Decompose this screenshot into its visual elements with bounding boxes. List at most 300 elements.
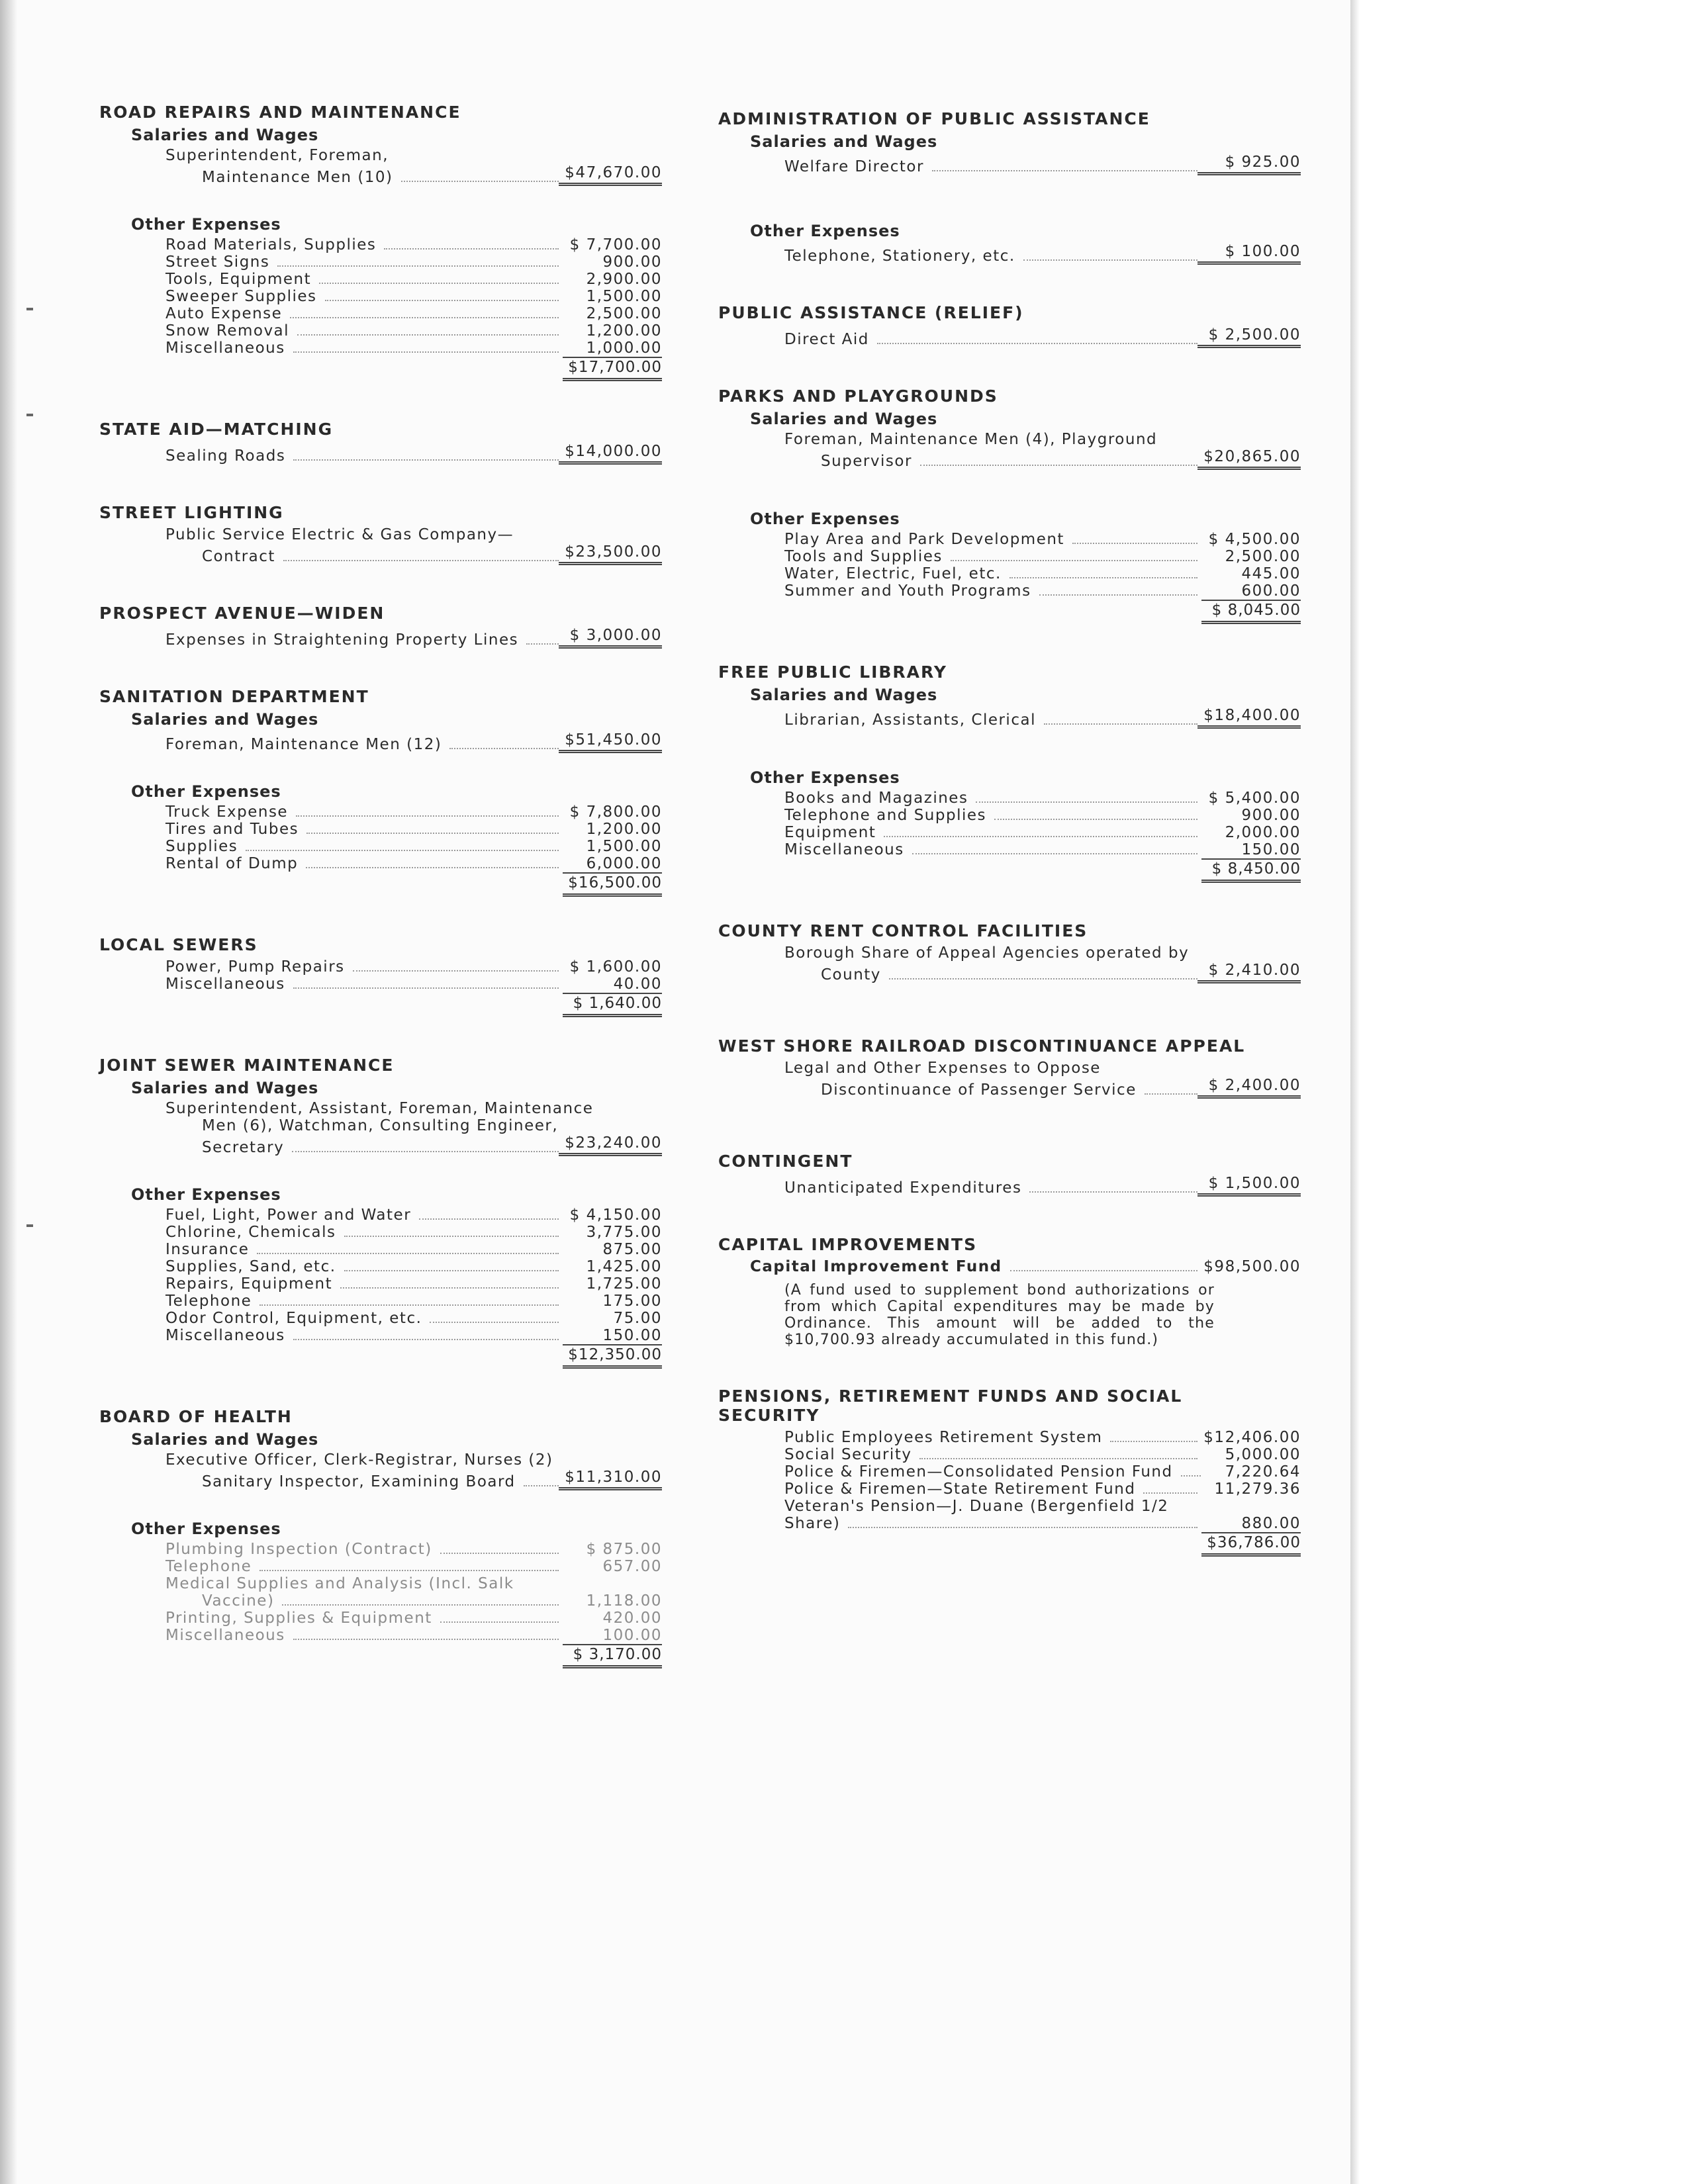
leader-dots [401,181,559,182]
line-item [99,976,662,993]
subtotal-amount: $12,350.00 [563,1344,662,1369]
line-item [99,236,662,253]
section-title: BOARD OF HEALTH [99,1407,293,1426]
leader-dots [319,283,559,284]
line-item [99,1224,662,1241]
item-label: Public Employees Retirement System [784,1429,1103,1446]
item-amount: $20,865.00 [1197,448,1301,470]
line-item [99,443,662,465]
leader-dots [524,1485,559,1486]
item-label: Miscellaneous [784,841,904,858]
contingent-section [718,1152,1301,1197]
leader-dots [419,1218,559,1220]
subtotal [99,357,662,381]
item-amount: $ 3,000.00 [559,627,662,649]
leader-dots [296,815,559,817]
line-item [718,548,1301,565]
leader-dots [1044,723,1197,725]
line-item [99,821,662,838]
item-label: Road Materials, Supplies [165,236,377,253]
railroad-appeal-section [718,1036,1301,1099]
item-amount: 1,200.00 [586,322,662,340]
item-label: Social Security [784,1446,912,1463]
subtotal [99,1644,662,1668]
item-amount: $98,500.00 [1203,1258,1301,1275]
item-amount: $ 925.00 [1197,154,1301,175]
item-amount: 6,000.00 [586,855,662,872]
section-title-continued: SECURITY [718,1406,820,1425]
salaries-group [718,410,1301,470]
line-item [99,855,662,872]
subtotal [99,872,662,897]
item-label: Miscellaneous [165,976,285,993]
item-amount: $ 4,150.00 [569,1206,662,1224]
section-title: COUNTY RENT CONTROL FACILITIES [718,921,1088,940]
line-item [718,1175,1301,1197]
item-amount: 40.00 [613,976,662,993]
group-title: Salaries and Wages [750,410,938,428]
leader-dots [257,1253,559,1254]
leader-dots [848,1527,1197,1528]
salaries-group [99,1430,662,1490]
salaries-group [99,1079,662,1156]
line-item [99,322,662,340]
item-amount: $47,670.00 [559,164,662,186]
item-label: Auto Expense [165,305,283,322]
item-amount: $23,500.00 [559,543,662,565]
line-item [99,543,662,565]
other-expenses-group [99,782,662,897]
item-label: Welfare Director [784,158,924,175]
leader-dots [282,1604,559,1606]
salaries-group [718,132,1301,175]
leader-dots [1072,543,1197,544]
sanitation-section [99,687,662,897]
item-amount: 880.00 [1241,1515,1301,1532]
item-amount: $23,240.00 [559,1134,662,1156]
leader-dots [259,1304,559,1306]
section-title: SANITATION DEPARTMENT [99,687,369,706]
item-amount: $ 2,400.00 [1197,1077,1301,1099]
item-label: Truck Expense [165,803,289,821]
section-title: ROAD REPAIRS AND MAINTENANCE [99,103,461,122]
other-expenses-group [99,1520,662,1668]
item-amount: 7,220.64 [1225,1463,1301,1480]
line-item [99,1275,662,1293]
item-amount: $ 100.00 [1197,243,1301,265]
leader-dots [449,748,559,749]
item-label: Telephone [165,1293,252,1310]
leader-dots [1009,577,1197,578]
section-title: LOCAL SEWERS [99,935,258,954]
leader-dots [259,1570,559,1571]
leader-dots [1010,1270,1197,1271]
line-item [99,1469,662,1490]
line-item [718,1446,1301,1463]
subtotal-amount: $ 1,640.00 [563,993,662,1017]
line-item [718,807,1301,824]
line-item [718,448,1301,470]
leader-dots [306,833,559,834]
item-amount: 445.00 [1241,565,1301,582]
item-amount: $18,400.00 [1197,707,1301,729]
item-label: Supervisor [821,453,912,470]
margin-mark [26,1224,33,1227]
item-label: Librarian, Assistants, Clerical [784,711,1036,729]
leader-dots [912,853,1197,854]
leader-dots [344,1270,559,1271]
leader-dots [1110,1441,1197,1442]
group-title: Other Expenses [750,510,900,528]
section-title: STREET LIGHTING [99,503,284,522]
item-amount: 1,118.00 [586,1592,662,1610]
leader-dots [306,867,559,868]
subtotal [718,1532,1301,1557]
line-item [99,253,662,271]
group-title: Other Expenses [750,768,900,787]
item-label: Tires and Tubes [165,821,299,838]
leader-dots [384,248,559,250]
item-amount: 420.00 [602,1610,662,1627]
line-item [718,326,1301,348]
item-amount: $ 1,600.00 [569,958,662,976]
line-item [99,1627,662,1644]
subtotal [99,1344,662,1369]
salaries-group [718,686,1301,729]
item-label: Chlorine, Chemicals [165,1224,336,1241]
leader-dots [1029,1191,1197,1193]
line-item [99,1558,662,1575]
road-repairs-section [99,103,662,381]
line-item [99,731,662,753]
line-item [718,1480,1301,1498]
right-column [718,109,1301,1595]
item-amount: $ 875.00 [586,1541,662,1558]
item-label: Play Area and Park Development [784,531,1064,548]
item-label: Telephone, Stationery, etc. [784,248,1015,265]
line-item [99,838,662,855]
section-title: CAPITAL IMPROVEMENTS [718,1235,978,1254]
line-text: Medical Supplies and Analysis (Incl. Salk [165,1575,514,1592]
item-label: Equipment [784,824,876,841]
leader-dots [340,1287,559,1289]
item-amount: 2,500.00 [1225,548,1301,565]
group-title: Salaries and Wages [131,1079,319,1097]
item-label: Printing, Supplies & Equipment [165,1610,432,1627]
item-amount: $ 5,400.00 [1208,790,1301,807]
leader-dots [889,978,1197,979]
line-item [718,1077,1301,1099]
item-label: Police & Firemen—Consolidated Pension Fund [784,1463,1173,1480]
section-title: STATE AID—MATCHING [99,420,334,439]
group-title: Other Expenses [131,782,281,801]
leader-dots [932,170,1197,171]
item-label: Contract [202,548,275,565]
salaries-group [99,710,662,753]
section-title: ADMINISTRATION OF PUBLIC ASSISTANCE [718,109,1150,128]
leader-dots [440,1621,559,1623]
leader-dots [526,643,559,645]
item-label: Capital Improvement Fund [750,1258,1002,1275]
item-amount: 1,425.00 [586,1258,662,1275]
line-item [99,1310,662,1327]
line-item [99,1592,662,1610]
item-label: Expenses in Straightening Property Lines [165,631,519,649]
line-item [99,958,662,976]
item-amount: 5,000.00 [1225,1446,1301,1463]
leader-dots [246,850,559,851]
line-item [99,1206,662,1224]
line-text: Men (6), Watchman, Consulting Engineer, [202,1117,559,1134]
item-label: Sanitary Inspector, Examining Board [202,1473,516,1490]
page-binding-shadow [0,0,17,2184]
line-item [718,824,1301,841]
subtotal [99,993,662,1017]
section-title: CONTINGENT [718,1152,853,1171]
item-label: Water, Electric, Fuel, etc. [784,565,1002,582]
item-label: Foreman, Maintenance Men (12) [165,736,442,753]
prospect-avenue-section [99,604,662,649]
leader-dots [297,334,559,336]
item-amount: 900.00 [602,253,662,271]
item-amount: 150.00 [1241,841,1301,858]
leader-dots [293,1339,559,1340]
group-title: Salaries and Wages [131,126,319,144]
leader-dots [293,1639,559,1640]
item-amount: $12,406.00 [1203,1429,1301,1446]
item-label: Unanticipated Expenditures [784,1179,1022,1197]
leader-dots [440,1553,559,1554]
item-label: Police & Firemen—State Retirement Fund [784,1480,1136,1498]
leader-dots [920,465,1197,466]
subtotal-amount: $36,786.00 [1201,1532,1301,1557]
item-amount: 100.00 [602,1627,662,1644]
leader-dots [919,1458,1197,1459]
leader-dots [293,987,559,989]
item-label: Repairs, Equipment [165,1275,333,1293]
local-sewers-section [99,935,662,1017]
other-expenses-group [718,510,1301,624]
free-public-library-section [718,662,1301,883]
item-label: Telephone and Supplies [784,807,986,824]
subtotal [718,600,1301,624]
line-item [99,1610,662,1627]
line-item [99,1241,662,1258]
line-item [99,288,662,305]
item-label: Street Signs [165,253,270,271]
left-column [99,103,662,1707]
item-label: Books and Magazines [784,790,968,807]
line-item [718,1429,1301,1446]
line-item [718,1515,1301,1532]
item-label: Telephone [165,1558,252,1575]
joint-sewer-section [99,1056,662,1369]
page-edge [1350,0,1360,2184]
leader-dots [293,459,559,461]
margin-mark [26,414,33,416]
margin-mark [26,308,33,310]
pensions-section [718,1387,1301,1557]
item-label: Odor Control, Equipment, etc. [165,1310,422,1327]
item-amount: 900.00 [1241,807,1301,824]
item-label: Rental of Dump [165,855,299,872]
line-item [99,340,662,357]
item-amount: 11,279.36 [1214,1480,1301,1498]
line-text: Legal and Other Expenses to Oppose [784,1060,1101,1077]
item-amount: $51,450.00 [559,731,662,753]
parks-playgrounds-section [718,387,1301,624]
item-label: Share) [784,1515,841,1532]
item-amount: 1,500.00 [586,838,662,855]
section-title: PENSIONS, RETIREMENT FUNDS AND SOCIAL [718,1387,1183,1406]
line-item [99,627,662,649]
item-amount: $ 1,500.00 [1197,1175,1301,1197]
line-item [99,271,662,288]
line-text: Executive Officer, Clerk-Registrar, Nurses (2) [165,1451,553,1469]
leader-dots [877,343,1197,344]
leader-dots [1023,259,1197,261]
group-title: Other Expenses [131,1185,281,1204]
item-amount: 657.00 [602,1558,662,1575]
item-amount: $ 4,500.00 [1208,531,1301,548]
item-label: Snow Removal [165,322,290,340]
line-item [99,1293,662,1310]
leader-dots [293,351,559,353]
item-amount: 3,775.00 [586,1224,662,1241]
street-lighting-section [99,503,662,565]
line-item [718,582,1301,600]
leader-dots [430,1322,559,1323]
item-label: Miscellaneous [165,1327,285,1344]
capital-improvements-section [718,1235,1301,1348]
leader-dots [344,1236,559,1237]
line-text: Veteran's Pension—J. Duane (Bergenfield 1/2 [784,1498,1169,1515]
leader-dots [292,1151,559,1152]
line-item [718,243,1301,265]
line-text: Borough Share of Appeal Agencies operated by [784,944,1190,962]
item-label: Tools, Equipment [165,271,312,288]
item-label: County [821,966,881,983]
line-item [99,1327,662,1344]
item-amount: $ 7,700.00 [569,236,662,253]
line-item [718,962,1301,983]
subtotal-amount: $ 3,170.00 [563,1644,662,1668]
line-item [718,531,1301,548]
item-label: Miscellaneous [165,1627,285,1644]
item-label: Plumbing Inspection (Contract) [165,1541,432,1558]
other-expenses-group [99,215,662,381]
leader-dots [1039,594,1197,596]
item-label: Tools and Supplies [784,548,943,565]
line-item [718,1258,1301,1275]
line-item [718,790,1301,807]
line-text: Superintendent, Assistant, Foreman, Maintenance [165,1100,594,1117]
item-amount: 2,000.00 [1225,824,1301,841]
line-item [718,154,1301,175]
state-aid-section [99,420,662,465]
group-title: Salaries and Wages [750,132,938,151]
leader-dots [1145,1093,1197,1095]
section-title: PARKS AND PLAYGROUNDS [718,387,998,406]
subtotal-amount: $17,700.00 [563,357,662,381]
item-label: Direct Aid [784,331,869,348]
item-label: Supplies [165,838,238,855]
leader-dots [283,560,559,561]
subtotal-amount: $ 8,045.00 [1201,600,1301,624]
leader-dots [290,317,559,318]
line-item [99,1134,662,1156]
item-amount: 2,500.00 [586,305,662,322]
line-item [99,164,662,186]
item-amount: 1,500.00 [586,288,662,305]
item-label: Maintenance Men (10) [202,169,393,186]
item-amount: $11,310.00 [559,1469,662,1490]
group-title: Other Expenses [131,215,281,234]
subtotal [718,858,1301,883]
line-item [718,1463,1301,1480]
section-title: JOINT SEWER MAINTENANCE [99,1056,395,1075]
subtotal-amount: $ 8,450.00 [1201,858,1301,883]
item-label: Miscellaneous [165,340,285,357]
section-title: PROSPECT AVENUE—WIDEN [99,604,385,623]
leader-dots [353,970,559,972]
section-title: PUBLIC ASSISTANCE (RELIEF) [718,303,1024,322]
line-item [718,707,1301,729]
section-title: FREE PUBLIC LIBRARY [718,662,948,682]
item-amount: $ 7,800.00 [569,803,662,821]
other-expenses-group [718,222,1301,265]
line-item [99,305,662,322]
item-label: Secretary [202,1139,285,1156]
item-amount: 600.00 [1241,582,1301,600]
item-amount: $ 2,410.00 [1197,962,1301,983]
line-item [99,803,662,821]
other-expenses-group [718,768,1301,883]
item-label: Vaccine) [202,1592,275,1610]
group-title: Salaries and Wages [131,710,319,729]
item-label: Power, Pump Repairs [165,958,345,976]
item-label: Insurance [165,1241,250,1258]
leader-dots [325,300,559,301]
line-item [718,841,1301,858]
item-amount: 175.00 [602,1293,662,1310]
subtotal-amount: $16,500.00 [563,872,662,897]
item-amount: 2,900.00 [586,271,662,288]
line-text: Public Service Electric & Gas Company— [165,526,514,543]
item-amount: 150.00 [602,1327,662,1344]
group-title: Other Expenses [131,1520,281,1538]
salaries-group [99,126,662,186]
other-expenses-group [99,1185,662,1369]
group-title: Salaries and Wages [131,1430,319,1449]
line-item [718,565,1301,582]
item-amount: 1,000.00 [586,340,662,357]
item-amount: $14,000.00 [559,443,662,465]
admin-public-assistance-section [718,109,1301,265]
item-amount: 75.00 [613,1310,662,1327]
line-text: Foreman, Maintenance Men (4), Playground [784,431,1158,448]
item-label: Sealing Roads [165,447,286,465]
board-of-health-section [99,1407,662,1668]
item-amount: 1,725.00 [586,1275,662,1293]
item-amount: 1,200.00 [586,821,662,838]
line-text: Superintendent, Foreman, [165,147,389,164]
leader-dots [994,819,1197,820]
section-title: WEST SHORE RAILROAD DISCONTINUANCE APPEAL [718,1036,1246,1056]
item-label: Summer and Youth Programs [784,582,1031,600]
public-assistance-relief-section [718,303,1301,348]
leader-dots [1181,1475,1201,1477]
